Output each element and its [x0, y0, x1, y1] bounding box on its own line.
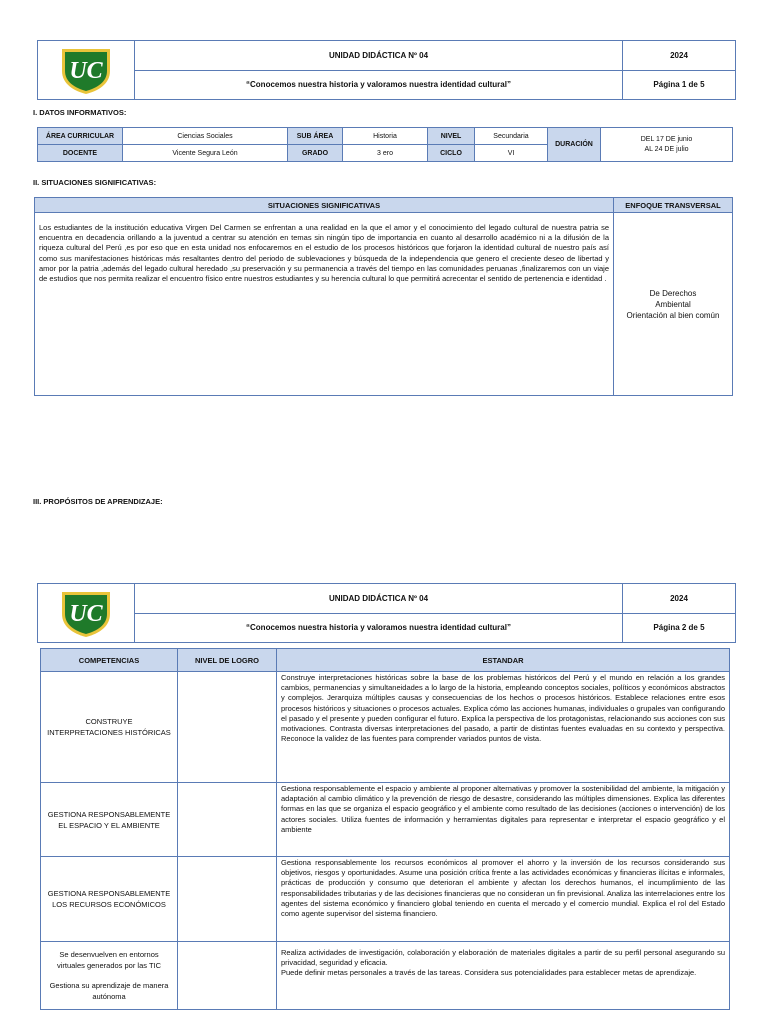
enfoque-item: De Derechos [649, 288, 697, 298]
duracion-label: DURACIÓN [548, 128, 601, 162]
area-label: ÁREA CURRICULAR [38, 128, 123, 145]
table-row [41, 942, 730, 1010]
logo-cell [38, 584, 135, 643]
table-row [41, 672, 730, 783]
logo-cell [38, 41, 135, 100]
unit-title: UNIDAD DIDÁCTICA Nº 04 [135, 584, 623, 614]
svg-text:UC: UC [69, 58, 103, 84]
situacion-text: Los estudiantes de la institución educativa Virgen Del Carmen se enfrentan a una realidad en la que el amor y el conocimiento del legado cultural de nuestra patria se encuentra en decadencia orillando a la juventud a centrar su atención en temas sin ningún tipo de importancia en cuanto al desarrollo académico ni a la difusión de la riqueza cultural del Perú ,es por eso que en esta unidad nos enfocaremos en el estudio de los procesos históricos que forjaron la identidad cultural de nuestro país así como sus manifestaciones históricas más resaltantes dentro del periodo de sublevaciones y búsqueda de la independencia que genero el creciente deseo de libertad y amor por la patria ,además del legado cultural heredado ,su preservación y su permanencia a través del tiempo en las comunidades peruanas ,finalizaremos con un viaje de estudios que nos permita realizar el encuentro físico entre nuestros estudiantes y su herencia cultural lo que permitirá acrecentar el sentido de pertenencia e identidad . [35, 213, 614, 396]
duracion-value [601, 128, 733, 162]
situaciones-table [34, 197, 733, 396]
competencias-table [40, 648, 730, 1010]
year-label: 2024 [623, 41, 736, 71]
unit-title: UNIDAD DIDÁCTICA Nº 04 [135, 41, 623, 71]
competencias-header: COMPETENCIAS [41, 649, 178, 672]
unit-subtitle: “Conocemos nuestra historia y valoramos nuestra identidad cultural” [135, 70, 623, 100]
estandar-text [277, 942, 730, 1010]
nivel-logro-cell [178, 942, 277, 1010]
year-label: 2024 [623, 584, 736, 614]
nivel-logro-cell [178, 783, 277, 857]
docente-value: Vicente Segura León [123, 145, 288, 162]
estandar-header: ESTANDAR [277, 649, 730, 672]
table-row [41, 783, 730, 857]
enfoque-item: Orientación al bien común [626, 310, 720, 320]
table-row [41, 857, 730, 942]
duracion-start: DEL 17 DE junio [640, 135, 693, 143]
page-header-1 [37, 40, 736, 100]
area-value: Ciencias Sociales [123, 128, 288, 145]
duracion-end: AL 24 DE julio [644, 145, 689, 153]
section-1-heading: I. DATOS INFORMATIVOS: [33, 108, 127, 117]
grado-label: GRADO [288, 145, 343, 162]
estandar-text: Construye interpretaciones históricas sobre la base de los problemas históricos del Perú y el mundo en relación a los grandes cambios, permanencias y simultaneidades a lo largo de la historia, empleando conceptos sociales, políticos y económicos abstractos y complejos. Jerarquiza múltiples causas y consecuencias de los hechos o procesos históricos. Establece relaciones entre esos procesos históricos y situaciones o procesos actuales. Explica cómo las acciones humanas, individuales o grupales van configurando el pasado y el presente y pueden configurar el futuro. Explica la perspectiva de los protagonistas, relacionando sus acciones con sus motivaciones. Contrasta diversas interpretaciones del pasado, a partir de distintas fuentes evaluadas en su contexto y perspectiva. Reconoce la validez de las fuentes para comprender variados puntos de vista. [277, 672, 730, 783]
competencia-name [41, 942, 178, 1010]
enfoque-list [614, 213, 733, 396]
competencia-name: CONSTRUYE INTERPRETACIONES HISTÓRICAS [41, 672, 178, 783]
page-number: Página 1 de 5 [623, 70, 736, 100]
competencia-name: GESTIONA RESPONSABLEMENTE EL ESPACIO Y EL AMBIENTE [41, 783, 178, 857]
nivel-logro-header: NIVEL DE LOGRO [178, 649, 277, 672]
svg-text:UC: UC [69, 601, 103, 627]
school-logo-icon [57, 588, 115, 638]
estandar-text: Gestiona responsablemente los recursos económicos al promover el ahorro y la inversión de los recursos considerando sus objetivos, riesgos y oportunidades. Asume una posición crítica frente a las actividades económicas y financieras ilícitas e informales, prácticas de producción y consumo que deterioran el ambiente y afectan los derechos humanos, el incumplimiento de las responsabilidades tributarias y de las decisiones financieras que no consideran un fin previsional. Analiza las interrelaciones entre los agentes del sistema económico y financiero global teniendo en cuenta el mercado y el comercio mundial. Explica el rol del Estado como agente supervisor del sistema financiero. [277, 857, 730, 942]
grado-value: 3 ero [343, 145, 428, 162]
docente-label: DOCENTE [38, 145, 123, 162]
school-logo-icon [57, 45, 115, 95]
nivel-value: Secundaria [475, 128, 548, 145]
nivel-label: NIVEL [428, 128, 475, 145]
nivel-logro-cell [178, 857, 277, 942]
subarea-value: Historia [343, 128, 428, 145]
ciclo-value: VI [475, 145, 548, 162]
estandar-text: Gestiona responsablemente el espacio y ambiente al proponer alternativas y promover la sostenibilidad del ambiente, la mitigación y adaptación al cambio climático y la prevención de riesgo de desastre, considerando las múltiples dimensiones. Explica las diferentes formas en las que se organiza el espacio geográfico y el ambiente como resultado de las decisiones (acciones o intervención) de los actores sociales. Utiliza fuentes de información y herramientas digitales para representar e interpretar el espacio geográfico y el ambiente [277, 783, 730, 857]
enfoque-item: Ambiental [655, 299, 691, 309]
section-2-heading: II. SITUACIONES SIGNIFICATIVAS: [33, 178, 157, 187]
competencia-tic: Se desenvuelven en entornos virtuales generados por las TIC [56, 950, 162, 970]
ciclo-label: CICLO [428, 145, 475, 162]
estandar-tic: Realiza actividades de investigación, colaboración y elaboración de materiales digitales a partir de su perfil personal asegurando su privacidad, seguridad y eficacia. [281, 948, 725, 968]
estandar-autonoma: Puede definir metas personales a través de las tareas. Considera sus potencialidades para establecer metas de aprendizaje. [281, 968, 697, 978]
page-header-2 [37, 583, 736, 643]
competencia-autonoma: Gestiona su aprendizaje de manera autónoma [49, 981, 169, 1001]
subarea-label: SUB ÁREA [288, 128, 343, 145]
enfoque-header: ENFOQUE TRANSVERSAL [614, 198, 733, 213]
competencia-name: GESTIONA RESPONSABLEMENTE LOS RECURSOS ECONÓMICOS [41, 857, 178, 942]
situaciones-header: SITUACIONES SIGNIFICATIVAS [35, 198, 614, 213]
nivel-logro-cell [178, 672, 277, 783]
page-number: Página 2 de 5 [623, 613, 736, 643]
section-3-heading: III. PROPÓSITOS DE APRENDIZAJE: [33, 497, 163, 506]
datos-informativos-table [37, 127, 733, 162]
unit-subtitle: “Conocemos nuestra historia y valoramos nuestra identidad cultural” [135, 613, 623, 643]
